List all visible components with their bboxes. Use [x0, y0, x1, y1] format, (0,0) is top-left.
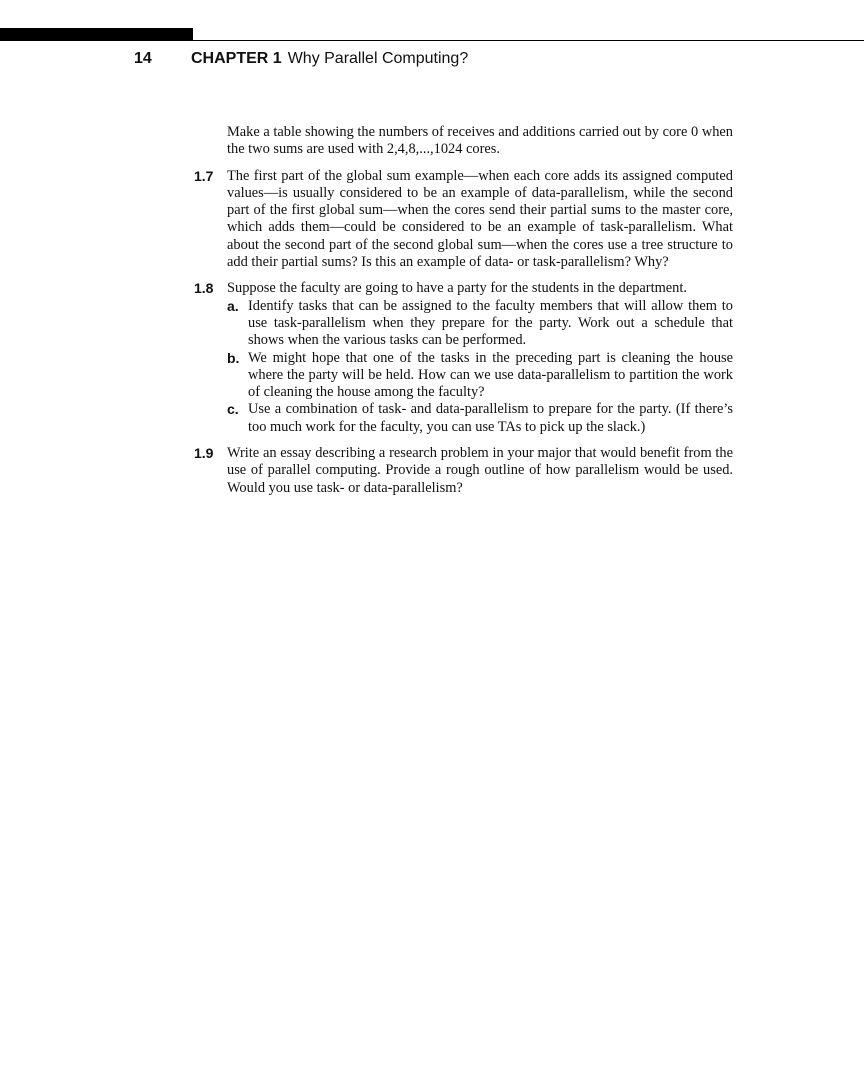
exercise-part-a	[227, 298, 733, 350]
part-text: Use a combination of task- and data-parallelism to prepare for the party. (If there’s too much work for the faculty, you can use TAs to pick up the slack.)	[248, 401, 733, 435]
header-rule	[193, 40, 864, 41]
continuation-paragraph: Make a table showing the numbers of receives and additions carried out by core 0 when the two sums are used with 2,4,8,...,1024 cores.	[227, 124, 733, 158]
exercise-number: 1.9	[194, 445, 214, 462]
exercise-part-b	[227, 350, 733, 402]
part-label: a.	[227, 297, 239, 314]
exercise-text: The first part of the global sum example—when each core adds its assigned computed values—is usually considered to be an example of data-parallelism, while the second part of the first global sum—when the cores send their partial sums to the master core, which adds them—could be considered to be an example of task-parallelism. What about the second part of the second global sum—when the cores use a tree structure to add their partial sums? Is this an example of data- or task-parallelism? Why?	[227, 167, 733, 271]
part-label: b.	[227, 349, 240, 366]
running-head	[134, 49, 468, 69]
exercise-number: 1.7	[194, 167, 214, 184]
part-text: Identify tasks that can be assigned to the faculty members that will allow them to use task-parallelism when they prepare for the party. Work out a schedule that shows when the various tasks can be performed.	[248, 297, 733, 349]
exercise-1-9	[194, 445, 733, 497]
exercise-number: 1.8	[194, 280, 214, 297]
exercise-text: Suppose the faculty are going to have a party for the students in the department.	[227, 280, 687, 297]
part-text: We might hope that one of the tasks in the preceding part is cleaning the house where the party will be held. How can we use data-parallelism to partition the work of cleaning the house among the faculty?	[248, 349, 733, 401]
exercise-text: Write an essay describing a research problem in your major that would benefit from the use of parallel computing. Provide a rough outline of how parallelism would be used. Would you use task- or data-parallelism?	[227, 445, 733, 496]
exercise-1-7	[194, 167, 733, 272]
page-number: 14	[134, 50, 152, 67]
exercise-part-c	[227, 401, 733, 436]
chapter-title: Why Parallel Computing?	[287, 50, 469, 67]
exercise-content	[194, 124, 733, 497]
header-bar	[0, 28, 193, 41]
part-label: c.	[227, 401, 239, 418]
chapter-label: CHAPTER 1	[191, 50, 282, 67]
exercise-1-8	[194, 280, 733, 436]
